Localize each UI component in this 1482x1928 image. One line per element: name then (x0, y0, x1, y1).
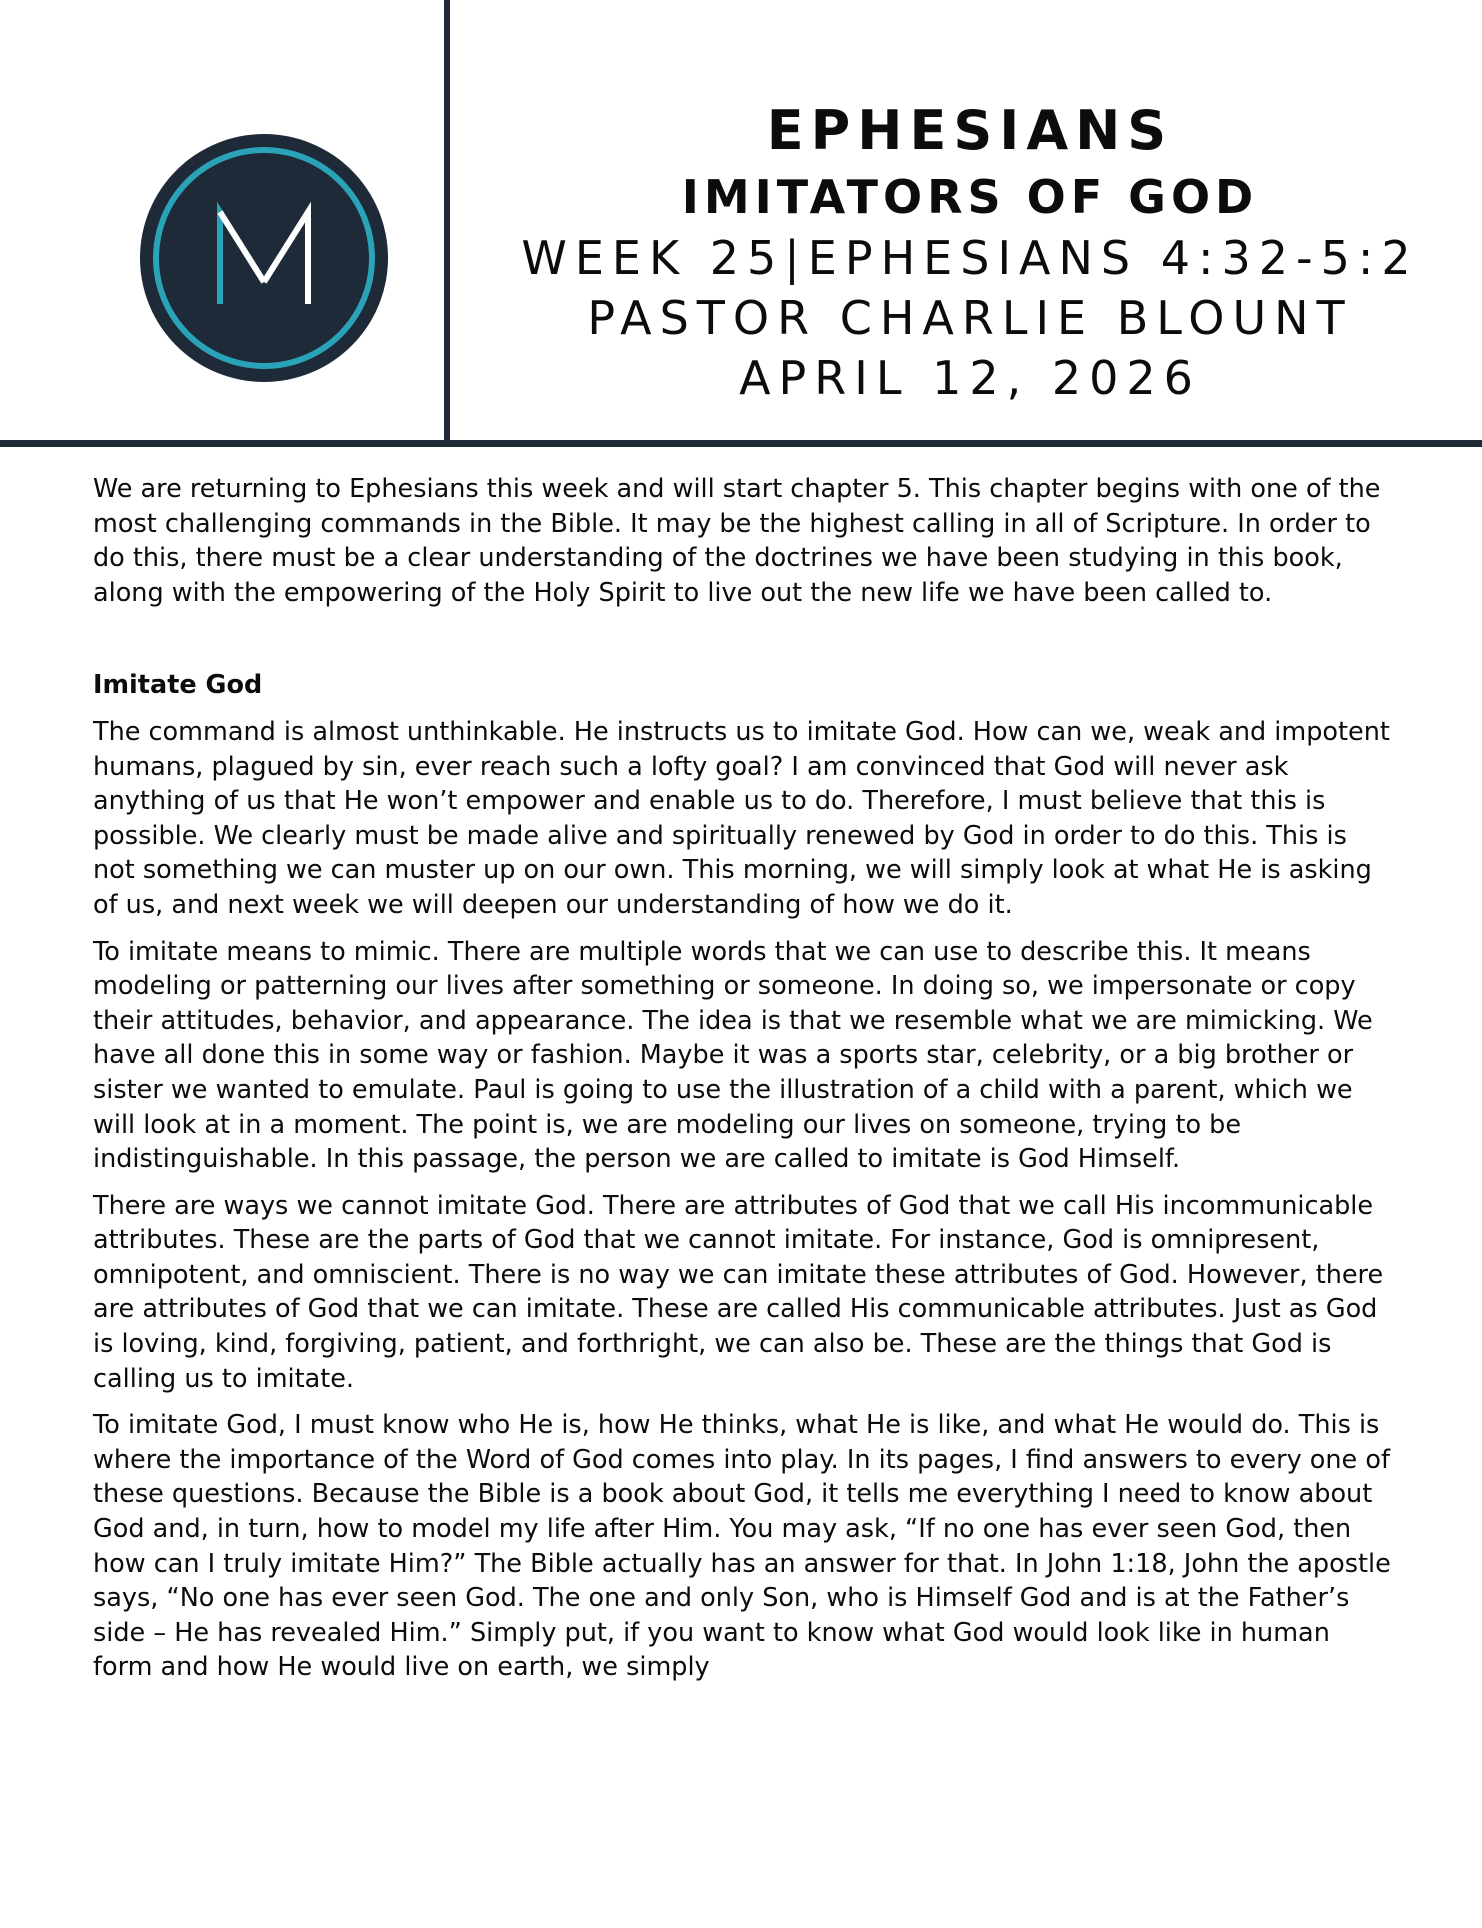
document-header (0, 0, 1482, 447)
title-block (458, 96, 1482, 408)
document-body (93, 472, 1393, 1697)
intro-paragraph: We are returning to Ephesians this week and will start chapter 5. This chapter begins with one of the most challenging commands in the Bible. It may be the highest calling in all of Scripture. In order to do this, there must be a clear understanding of the doctrines we have been studying in this book, along with the empowering of the Holy Spirit to live out the new life we have been called to. (93, 474, 1381, 608)
body-paragraph: To imitate means to mimic. There are multiple words that we can use to describe this. It means modeling or patterning our lives after something or someone. In doing so, we impersonate or copy their attitudes, behavior, and appearance. The idea is that we resemble what we are mimicking. We have all done this in some way or fashion. Maybe it was a sports star, celebrity, or a big brother or sister we wanted to emulate. Paul is going to use the illustration of a child with a parent, which we will look at in a moment. The point is, we are modeling our lives on someone, trying to be indistinguishable. In this passage, the person we are called to imitate is God Himself. (93, 936, 1373, 1175)
body-paragraph: There are ways we cannot imitate God. There are attributes of God that we call His incommunicable attributes. These are the parts of God that we cannot imitate. For instance, God is omnipresent, omnipotent, and omniscient. There is no way we can imitate these attributes of God. However, there are attributes of God that we can imitate. These are called His communicable attributes. Just as God is loving, kind, forgiving, patient, and forthright, we can also be. These are the things that God is calling us to imitate. (93, 1190, 1384, 1394)
series-title: EPHESIANS (766, 99, 1174, 162)
vertical-divider (444, 0, 450, 441)
horizontal-divider (0, 440, 1482, 447)
section-heading: Imitate God (93, 670, 263, 701)
body-paragraph: To imitate God, I must know who He is, how He thinks, what He is like, and what He would do. This is where the importance of the Word of God comes into play. In its pages, I find answers to every one of these questions. Because the Bible is a book about God, it tells me everything I need to know about God and, in turn, how to model my life after Him. You may ask, “If no one has ever seen God, then how can I truly imitate Him?” The Bible actually has an answer for that. In John 1:18, John the apostle says, “No one has ever seen God. The one and only Son, who is Himself God and is at the Father’s side – He has revealed Him.” Simply put, if you want to know what God would look like in human form and how He would live on earth, we simply (93, 1410, 1391, 1683)
week-passage: WEEK 25|EPHESIANS 4:32-5:2 (521, 231, 1419, 285)
sermon-title: IMITATORS OF GOD (681, 170, 1259, 224)
church-logo (138, 132, 390, 384)
sermon-date: APRIL 12, 2026 (739, 351, 1201, 405)
pastor-name: PASTOR CHARLIE BLOUNT (587, 291, 1353, 345)
m-logo-icon (138, 132, 390, 384)
body-paragraph: The command is almost unthinkable. He instructs us to imitate God. How can we, weak and impotent humans, plagued by sin, ever reach such a lofty goal? I am convinced that God will never ask anything of us that He won’t empower and enable us to do. Therefore, I must believe that this is possible. We clearly must be made alive and spiritually renewed by God in order to do this. This is not something we can muster up on our own. This morning, we will simply look at what He is asking of us, and next week we will deepen our understanding of how we do it. (93, 716, 1390, 920)
